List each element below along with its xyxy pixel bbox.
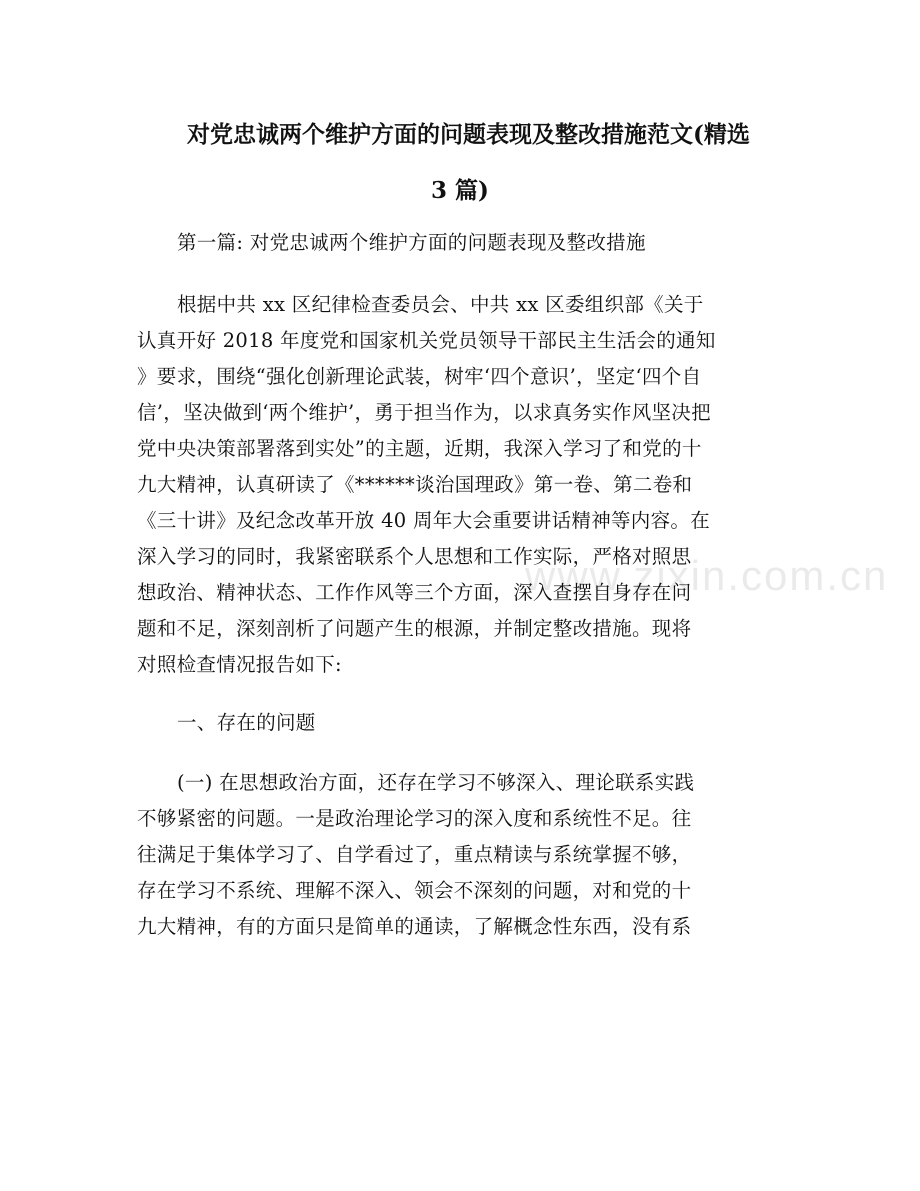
paragraph-2-line: 不够紧密的问题。一是政治理论学习的深入度和系统性不足。往	[137, 807, 692, 830]
paragraph-1-line: 九大精神，认真研读了《******谈治国理政》第一卷、第二卷和	[137, 473, 693, 496]
paragraph-2-line: (一) 在思想政治方面，还存在学习不够深入、理论联系实践	[177, 771, 695, 794]
watermark-text: www.zixin.com.cn	[525, 552, 889, 599]
paragraph-1-line: 深入学习的同时，我紧密联系个人思想和工作实际，严格对照思	[137, 545, 692, 568]
paragraph-1-line: 认真开好 2018 年度党和国家机关党员领导干部民主生活会的通知	[137, 329, 716, 352]
document-title-line-2: 3 篇)	[431, 177, 489, 204]
paragraph-1-line: 信’，坚决做到‘两个维护’，勇于担当作为，以求真务实作风坚决把	[137, 401, 711, 424]
paragraph-1-line: 想政治、精神状态、工作作风等三个方面，深入查摆自身存在问	[137, 581, 692, 604]
paragraph-1-line: 对照检查情况报告如下:	[137, 653, 342, 676]
section-heading-existing-problems: 一、存在的问题	[177, 711, 316, 734]
paragraph-2-line: 九大精神，有的方面只是简单的通读，了解概念性东西，没有系	[137, 915, 692, 938]
paragraph-2-line: 往满足于集体学习了、自学看过了，重点精读与系统掌握不够，	[137, 843, 692, 866]
paragraph-2-line: 存在学习不系统、理解不深入、领会不深刻的问题，对和党的十	[137, 879, 692, 902]
document-title-line-1: 对党忠诚两个维护方面的问题表现及整改措施范文(精选	[187, 121, 750, 148]
paragraph-1-line: 》要求，围绕“强化创新理论武装，树牢‘四个意识’，坚定‘四个自	[137, 365, 702, 388]
paragraph-1-line: 党中央决策部署落到实处”的主题，近期，我深入学习了和党的十	[137, 437, 702, 460]
paragraph-1-line: 《三十讲》及纪念改革开放 40 周年大会重要讲话精神等内容。在	[137, 509, 711, 532]
section-heading-first-article: 第一篇: 对党忠诚两个维护方面的问题表现及整改措施	[177, 231, 646, 254]
paragraph-1-line: 根据中共 xx 区纪律检查委员会、中共 xx 区委组织部《关于	[177, 293, 704, 316]
paragraph-1-line: 题和不足，深刻剖析了问题产生的根源，并制定整改措施。现将	[137, 617, 692, 640]
